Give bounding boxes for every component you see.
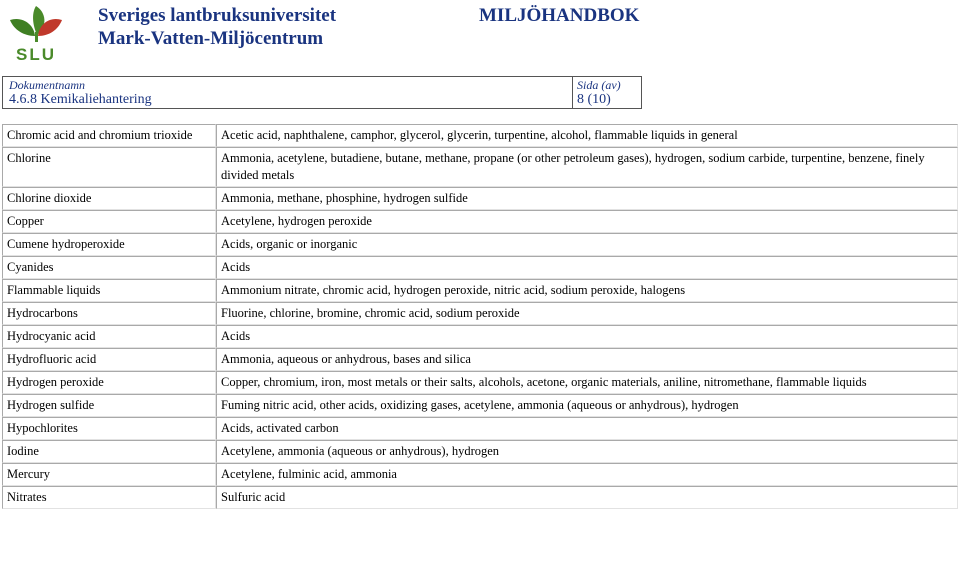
- chemical-cell: Hydrocarbons: [2, 302, 216, 325]
- chemical-cell: Cyanides: [2, 256, 216, 279]
- doc-box-divider: [572, 77, 573, 108]
- incompatible-cell: Copper, chromium, iron, most metals or their salts, alcohols, acetone, organic materials, aniline, nitromethane, flammable liquids: [216, 371, 958, 394]
- table-row: [2, 348, 958, 371]
- incompatible-cell: Ammonia, methane, phosphine, hydrogen sulfide: [216, 187, 958, 210]
- incompatible-cell: Acids: [216, 256, 958, 279]
- incompatible-chemicals-table: [2, 124, 958, 509]
- incompatible-cell: Fluorine, chlorine, bromine, chromic acid, sodium peroxide: [216, 302, 958, 325]
- incompatible-cell: Acids, activated carbon: [216, 417, 958, 440]
- org-line-2: Mark-Vatten-Miljöcentrum: [98, 28, 324, 49]
- table-row: [2, 394, 958, 417]
- table-row: [2, 256, 958, 279]
- slu-logo: [6, 2, 66, 64]
- org-line-1: Sveriges lantbruksuniversitet: [98, 5, 337, 26]
- page-label: Sida (av): [577, 78, 621, 92]
- incompatible-cell: Acetylene, fulminic acid, ammonia: [216, 463, 958, 486]
- chemical-cell: Flammable liquids: [2, 279, 216, 302]
- incompatible-cell: Ammonia, acetylene, butadiene, butane, methane, propane (or other petroleum gases), hydrogen, sodium carbide, turpentine, benzene, finely divided metals: [216, 147, 958, 187]
- incompatible-cell: Sulfuric acid: [216, 486, 958, 509]
- incompatible-cell: Acids, organic or inorganic: [216, 233, 958, 256]
- chemical-cell: Mercury: [2, 463, 216, 486]
- table-row: [2, 440, 958, 463]
- table-row: [2, 325, 958, 348]
- chemical-cell: Nitrates: [2, 486, 216, 509]
- table-row: [2, 302, 958, 325]
- incompatible-cell: Acetylene, hydrogen peroxide: [216, 210, 958, 233]
- chemical-cell: Chlorine dioxide: [2, 187, 216, 210]
- chemical-cell: Chromic acid and chromium trioxide: [2, 124, 216, 147]
- incompatible-cell: Fuming nitric acid, other acids, oxidizing gases, acetylene, ammonia (aqueous or anhydrous), hydrogen: [216, 394, 958, 417]
- svg-text:SLU: SLU: [16, 45, 56, 64]
- table-row: [2, 210, 958, 233]
- incompatible-cell: Ammonium nitrate, chromic acid, hydrogen peroxide, nitric acid, sodium peroxide, halogens: [216, 279, 958, 302]
- doc-name-value: 4.6.8 Kemikaliehantering: [9, 92, 152, 107]
- chemical-cell: Copper: [2, 210, 216, 233]
- table-body: [2, 124, 958, 509]
- chemical-cell: Iodine: [2, 440, 216, 463]
- slu-leaf-icon: [6, 2, 66, 64]
- incompatible-cell: Acids: [216, 325, 958, 348]
- table-row: [2, 124, 958, 147]
- document-info-box: [2, 76, 642, 109]
- table-row: [2, 233, 958, 256]
- chemical-cell: Hydrogen peroxide: [2, 371, 216, 394]
- chemical-cell: Chlorine: [2, 147, 216, 187]
- table-row: [2, 147, 958, 187]
- organization-name: [98, 4, 336, 50]
- table-row: [2, 279, 958, 302]
- incompatible-cell: Acetylene, ammonia (aqueous or anhydrous), hydrogen: [216, 440, 958, 463]
- table-row: [2, 187, 958, 210]
- page-value: 8 (10): [577, 92, 611, 107]
- table-row: [2, 371, 958, 394]
- table-row: [2, 486, 958, 509]
- chemical-cell: Cumene hydroperoxide: [2, 233, 216, 256]
- chemical-cell: Hydrocyanic acid: [2, 325, 216, 348]
- chemical-cell: Hypochlorites: [2, 417, 216, 440]
- chemical-cell: Hydrogen sulfide: [2, 394, 216, 417]
- table-row: [2, 463, 958, 486]
- doc-name-label: Dokumentnamn: [9, 78, 85, 92]
- incompatible-cell: Ammonia, aqueous or anhydrous, bases and silica: [216, 348, 958, 371]
- document-title: MILJÖHANDBOK: [479, 5, 640, 26]
- table-row: [2, 417, 958, 440]
- incompatible-cell: Acetic acid, naphthalene, camphor, glycerol, glycerin, turpentine, alcohol, flammable liquids in general: [216, 124, 958, 147]
- chemical-cell: Hydrofluoric acid: [2, 348, 216, 371]
